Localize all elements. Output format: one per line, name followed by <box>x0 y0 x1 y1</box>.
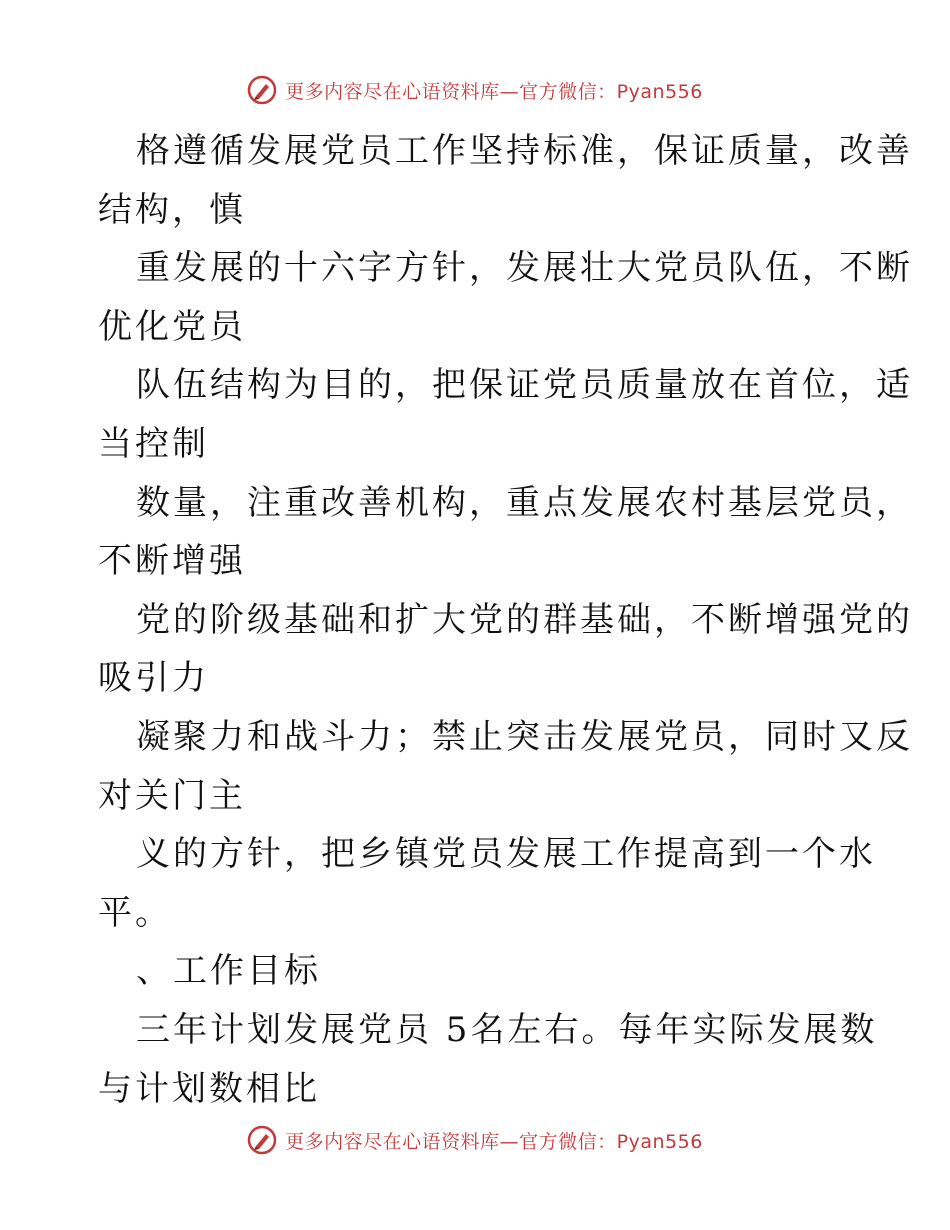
text-line: 优化党员 <box>98 306 246 347</box>
header-watermark-text: 更多内容尽在心语资料库—官方微信：Pyan556 <box>285 80 703 103</box>
text-line: 与计划数相比 <box>98 1068 320 1109</box>
text-line: 队伍结构为目的，把保证党员质量放在首位，适 <box>136 365 913 406</box>
text-line: 数量，注重改善机构，重点发展农村基层党员， <box>136 482 913 523</box>
text-line: 重发展的十六字方针，发展壮大党员队伍，不断 <box>136 248 913 289</box>
text-line: 吸引力 <box>98 658 209 699</box>
text-line: 三年计划发展党员 5名左右。每年实际发展数 <box>136 1009 878 1050</box>
header-watermark <box>0 70 950 110</box>
document-body <box>98 122 913 1118</box>
text-line: 党的阶级基础和扩大党的群基础，不断增强党的 <box>136 599 913 640</box>
text-line: 当控制 <box>98 423 209 464</box>
text-line: 结构，慎 <box>98 189 246 230</box>
text-line: 义的方针，把乡镇党员发展工作提高到一个水 <box>136 834 876 875</box>
text-line: 平。 <box>98 892 172 933</box>
footer-watermark <box>0 1120 950 1160</box>
footer-watermark-text: 更多内容尽在心语资料库—官方微信：Pyan556 <box>285 1130 703 1153</box>
text-line: 、工作目标 <box>136 951 321 992</box>
text-line: 对关门主 <box>98 775 246 816</box>
pen-logo-icon <box>247 1125 277 1155</box>
pen-logo-icon <box>247 75 277 105</box>
text-line: 凝聚力和战斗力；禁止突击发展党员，同时又反 <box>136 716 913 757</box>
text-line: 格遵循发展党员工作坚持标准，保证质量，改善 <box>136 131 913 171</box>
text-line: 不断增强 <box>98 541 246 582</box>
